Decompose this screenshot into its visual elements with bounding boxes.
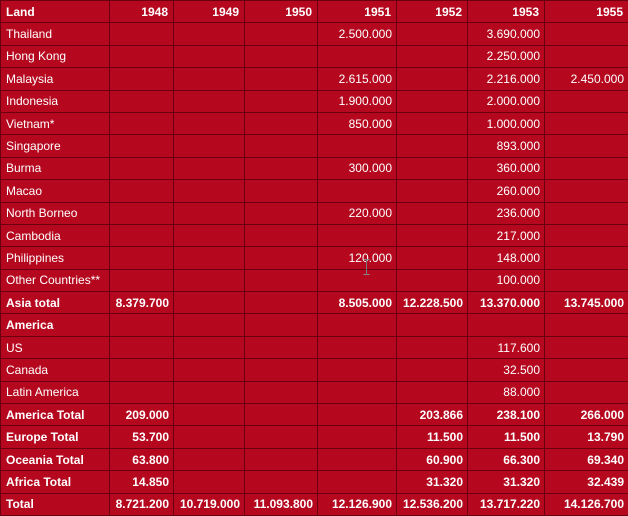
table-cell: 32.500	[468, 359, 545, 381]
table-cell	[397, 68, 468, 90]
table-cell: 300.000	[318, 157, 397, 179]
table-cell	[397, 269, 468, 291]
table-cell: 1.900.000	[318, 90, 397, 112]
header-row	[1, 1, 628, 23]
table-cell: 120.000	[318, 247, 397, 269]
table-cell	[397, 202, 468, 224]
table-cell: 8.379.700	[110, 292, 174, 314]
table-cell	[245, 112, 318, 134]
table-cell	[245, 426, 318, 448]
table-cell: 88.000	[468, 381, 545, 403]
table-cell	[110, 269, 174, 291]
table-cell	[545, 90, 628, 112]
table-cell	[110, 90, 174, 112]
table-cell	[397, 112, 468, 134]
table-row	[1, 247, 628, 269]
table-cell	[318, 45, 397, 67]
table-cell	[545, 23, 628, 45]
table-cell	[318, 404, 397, 426]
table-cell	[397, 157, 468, 179]
table-cell	[397, 224, 468, 246]
table-cell	[245, 157, 318, 179]
table-cell: 2.000.000	[468, 90, 545, 112]
table-row	[1, 112, 628, 134]
table-cell: 3.690.000	[468, 23, 545, 45]
table-cell	[545, 381, 628, 403]
table-cell	[545, 45, 628, 67]
table-cell: 14.850	[110, 471, 174, 493]
table-cell	[397, 45, 468, 67]
row-label: Burma	[1, 157, 110, 179]
table-cell	[174, 404, 245, 426]
row-label: America	[1, 314, 110, 336]
table-cell	[174, 336, 245, 358]
table-cell: 260.000	[468, 180, 545, 202]
table-row	[1, 493, 628, 515]
table-cell	[245, 202, 318, 224]
table-cell: 8.721.200	[110, 493, 174, 515]
table-row	[1, 404, 628, 426]
table-cell	[245, 135, 318, 157]
table-row	[1, 336, 628, 358]
table-cell: 360.000	[468, 157, 545, 179]
table-cell	[110, 23, 174, 45]
table-cell	[174, 381, 245, 403]
row-label: Philippines	[1, 247, 110, 269]
table-cell	[318, 180, 397, 202]
table-cell	[245, 269, 318, 291]
table-cell: 11.500	[468, 426, 545, 448]
table-cell	[110, 224, 174, 246]
table-cell: 12.126.900	[318, 493, 397, 515]
table-cell	[174, 224, 245, 246]
row-label: North Borneo	[1, 202, 110, 224]
header-year: 1955	[545, 1, 628, 23]
table-cell	[245, 359, 318, 381]
table-cell	[174, 90, 245, 112]
table-cell	[318, 336, 397, 358]
table-cell	[397, 336, 468, 358]
table-cell: 1.000.000	[468, 112, 545, 134]
table-row	[1, 381, 628, 403]
table-cell	[245, 404, 318, 426]
table-cell: 69.340	[545, 448, 628, 470]
table-row	[1, 448, 628, 470]
table-cell	[174, 292, 245, 314]
table-row	[1, 314, 628, 336]
table-row	[1, 68, 628, 90]
table-cell: 209.000	[110, 404, 174, 426]
row-label: Total	[1, 493, 110, 515]
table-cell: 13.370.000	[468, 292, 545, 314]
row-label: Malaysia	[1, 68, 110, 90]
table-cell	[110, 359, 174, 381]
table-cell	[545, 359, 628, 381]
table-cell	[174, 180, 245, 202]
table-cell	[545, 314, 628, 336]
table-cell	[545, 135, 628, 157]
table-cell	[545, 247, 628, 269]
table-cell: 117.600	[468, 336, 545, 358]
table-cell: 100.000	[468, 269, 545, 291]
table-cell	[245, 180, 318, 202]
table-cell: 266.000	[545, 404, 628, 426]
header-year: 1948	[110, 1, 174, 23]
table-row	[1, 45, 628, 67]
row-label: Indonesia	[1, 90, 110, 112]
table-cell: 2.615.000	[318, 68, 397, 90]
table-cell	[245, 68, 318, 90]
table-cell	[318, 426, 397, 448]
table-cell	[545, 157, 628, 179]
row-label: Canada	[1, 359, 110, 381]
table-cell	[174, 471, 245, 493]
table-cell	[318, 135, 397, 157]
row-label: Other Countries**	[1, 269, 110, 291]
row-label: Latin America	[1, 381, 110, 403]
header-year: 1952	[397, 1, 468, 23]
row-label: Europe Total	[1, 426, 110, 448]
table-cell	[245, 471, 318, 493]
table-cell	[397, 359, 468, 381]
table-cell: 60.900	[397, 448, 468, 470]
table-cell	[318, 314, 397, 336]
table-row	[1, 224, 628, 246]
row-label: Africa Total	[1, 471, 110, 493]
row-label: Macao	[1, 180, 110, 202]
table-cell	[545, 269, 628, 291]
table-cell: 12.228.500	[397, 292, 468, 314]
table-cell	[110, 135, 174, 157]
table-cell: 236.000	[468, 202, 545, 224]
table-cell	[397, 314, 468, 336]
table-cell	[397, 135, 468, 157]
table-cell	[174, 247, 245, 269]
table-cell	[174, 448, 245, 470]
row-label: Oceania Total	[1, 448, 110, 470]
table-cell	[545, 224, 628, 246]
table-cell	[110, 68, 174, 90]
table-cell	[245, 292, 318, 314]
table-cell	[397, 90, 468, 112]
table-cell	[110, 336, 174, 358]
table-cell	[245, 23, 318, 45]
row-label: Hong Kong	[1, 45, 110, 67]
table-cell: 220.000	[318, 202, 397, 224]
table-cell	[174, 157, 245, 179]
table-cell	[174, 45, 245, 67]
table-cell	[397, 180, 468, 202]
row-label: Thailand	[1, 23, 110, 45]
table-row	[1, 157, 628, 179]
table-row	[1, 359, 628, 381]
row-label: America Total	[1, 404, 110, 426]
i-beam-cursor-icon	[363, 259, 370, 275]
table-cell: 238.100	[468, 404, 545, 426]
table-cell	[318, 381, 397, 403]
table-cell	[245, 224, 318, 246]
header-year: 1950	[245, 1, 318, 23]
table-row	[1, 23, 628, 45]
header-year: 1949	[174, 1, 245, 23]
table-cell	[110, 45, 174, 67]
table-cell	[110, 180, 174, 202]
table-cell	[318, 269, 397, 291]
table-cell	[245, 448, 318, 470]
table-cell	[174, 314, 245, 336]
table-cell: 10.719.000	[174, 493, 245, 515]
row-label: Asia total	[1, 292, 110, 314]
table-row	[1, 90, 628, 112]
table-cell	[468, 314, 545, 336]
table-cell	[245, 314, 318, 336]
table-cell	[318, 471, 397, 493]
table-cell	[174, 135, 245, 157]
table-row	[1, 135, 628, 157]
table-cell	[318, 224, 397, 246]
table-cell	[110, 247, 174, 269]
table-cell: 2.500.000	[318, 23, 397, 45]
table-cell: 11.093.800	[245, 493, 318, 515]
table-cell	[174, 269, 245, 291]
table-cell: 2.250.000	[468, 45, 545, 67]
table-cell: 893.000	[468, 135, 545, 157]
header-land: Land	[1, 1, 110, 23]
table-cell	[545, 336, 628, 358]
table-row	[1, 269, 628, 291]
table-cell	[110, 202, 174, 224]
table-cell: 13.745.000	[545, 292, 628, 314]
table-cell	[397, 247, 468, 269]
table-cell: 32.439	[545, 471, 628, 493]
table-cell	[110, 381, 174, 403]
table-cell: 13.790	[545, 426, 628, 448]
header-year: 1951	[318, 1, 397, 23]
table-cell	[245, 247, 318, 269]
table-cell	[174, 202, 245, 224]
table-row	[1, 292, 628, 314]
table-cell	[318, 448, 397, 470]
table-cell: 53.700	[110, 426, 174, 448]
row-label: US	[1, 336, 110, 358]
table-cell: 2.216.000	[468, 68, 545, 90]
row-label: Vietnam*	[1, 112, 110, 134]
table-cell	[110, 314, 174, 336]
table-cell	[318, 359, 397, 381]
table-cell	[397, 23, 468, 45]
table-cell: 31.320	[468, 471, 545, 493]
table-cell: 11.500	[397, 426, 468, 448]
table-row	[1, 426, 628, 448]
table-cell: 13.717.220	[468, 493, 545, 515]
table-cell: 850.000	[318, 112, 397, 134]
table-cell	[245, 45, 318, 67]
table-row	[1, 180, 628, 202]
table-cell	[174, 359, 245, 381]
table-cell	[174, 23, 245, 45]
row-label: Cambodia	[1, 224, 110, 246]
table-cell	[545, 112, 628, 134]
table-cell	[545, 180, 628, 202]
table-cell: 14.126.700	[545, 493, 628, 515]
table-cell	[545, 202, 628, 224]
table-cell: 217.000	[468, 224, 545, 246]
table-cell	[245, 336, 318, 358]
table-cell	[174, 68, 245, 90]
header-year: 1953	[468, 1, 545, 23]
table-cell	[110, 112, 174, 134]
table-cell: 12.536.200	[397, 493, 468, 515]
table-cell	[245, 90, 318, 112]
table-cell: 203.866	[397, 404, 468, 426]
table-row	[1, 202, 628, 224]
table-row	[1, 471, 628, 493]
table-cell	[245, 381, 318, 403]
table-cell	[174, 112, 245, 134]
table-cell	[174, 426, 245, 448]
table-cell	[110, 157, 174, 179]
table-cell: 66.300	[468, 448, 545, 470]
table-body	[1, 23, 628, 516]
table-cell	[397, 381, 468, 403]
table-cell: 148.000	[468, 247, 545, 269]
table-cell: 2.450.000	[545, 68, 628, 90]
row-label: Singapore	[1, 135, 110, 157]
table-cell: 63.800	[110, 448, 174, 470]
table-cell: 31.320	[397, 471, 468, 493]
table-cell: 8.505.000	[318, 292, 397, 314]
